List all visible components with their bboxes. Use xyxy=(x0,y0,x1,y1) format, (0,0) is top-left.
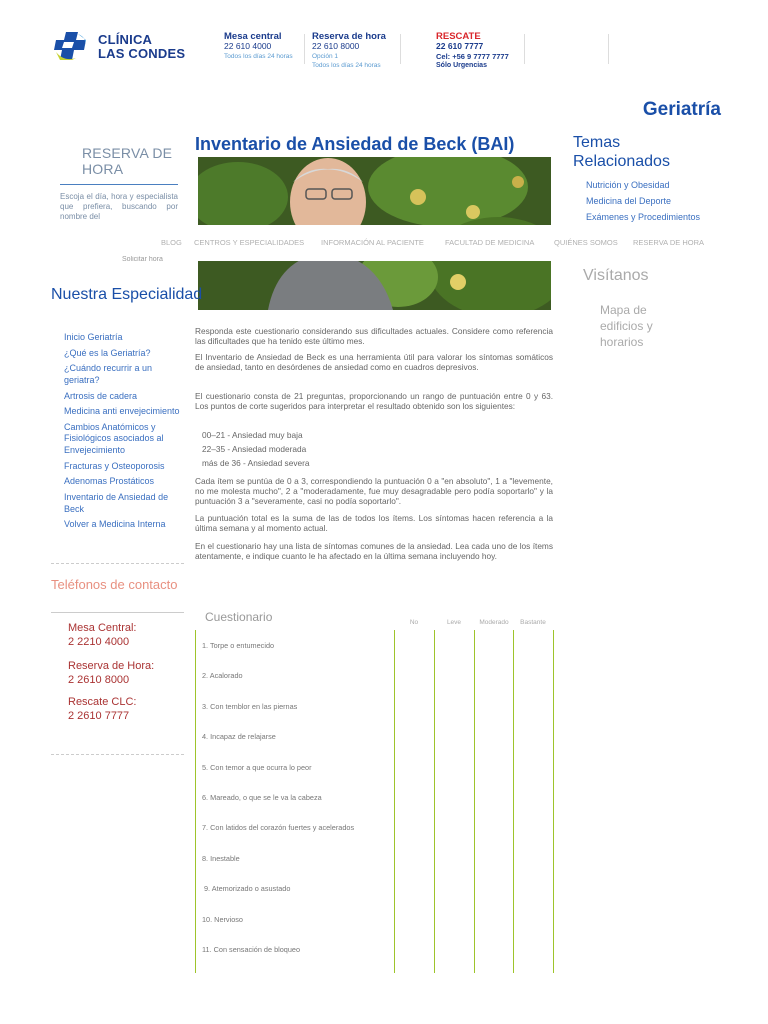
nav-quienes-somos[interactable]: QUIÉNES SOMOS xyxy=(554,238,618,247)
clinic-logo-icon[interactable] xyxy=(52,30,88,64)
nav-informacion[interactable]: INFORMACIÓN AL PACIENTE xyxy=(321,238,424,247)
sidebar-divider xyxy=(51,563,184,564)
phone-label: Reserva de Hora: xyxy=(68,660,155,672)
temas-item-deporte[interactable]: Medicina del Deporte xyxy=(586,196,672,206)
sidebar-item-artrosis[interactable]: Artrosis de cadera xyxy=(64,390,138,401)
nav-centros[interactable]: CENTROS Y ESPECIALIDADES xyxy=(194,238,305,247)
instructions-paragraph: En el cuestionario hay una lista de síntomas comunes de la ansiedad. Lea cada uno de los ítems atentamente, e indique cuanto le ha afectado en la última semana incluyendo hoy. xyxy=(195,541,553,561)
scoring-paragraph: Cada ítem se puntúa de 0 a 3, correspondiendo la puntuación 0 a "en absoluto", 1 a "levemente, no me molesta mucho", 2 a "moderadamente, fue muy desagradable pero podía soportarlo" y la puntuación 3 a "severamente, casi no podía soportarlo". xyxy=(195,476,553,506)
nav-reserva[interactable]: RESERVA DE HORA xyxy=(633,238,704,247)
sidebar-item-volver[interactable]: Volver a Medicina Interna xyxy=(64,519,166,530)
nav-blog[interactable]: BLOG xyxy=(161,238,182,247)
phone-label: Rescate CLC: xyxy=(68,696,137,708)
header-divider xyxy=(304,34,305,64)
header-divider xyxy=(400,34,401,64)
phone-number[interactable]: 2 2610 8000 xyxy=(68,673,130,686)
column-header-bastante: Bastante xyxy=(520,619,546,626)
question-row: 9. Atemorizado o asustado xyxy=(204,884,291,893)
solicitar-hora-link[interactable]: Solicitar hora xyxy=(122,256,163,263)
question-row: 1. Torpe o entumecido xyxy=(202,641,275,650)
score-range-low: 00–21 - Ansiedad muy baja xyxy=(202,430,303,440)
table-border xyxy=(434,630,435,973)
phone-mesa[interactable] xyxy=(68,622,136,649)
column-header-leve: Leve xyxy=(446,619,462,626)
cuestionario-title: Cuestionario xyxy=(205,610,273,624)
sidebar-item-inicio[interactable]: Inicio Geriatría xyxy=(64,332,123,342)
temas-list xyxy=(586,177,700,225)
question-row: 11. Con sensación de bloqueo xyxy=(202,945,301,954)
total-paragraph: La puntuación total es la suma de las de todos los ítems. Los síntomas hacen referencia a la última semana y al momento actual. xyxy=(195,513,553,533)
score-range-moderate: 22–35 - Ansiedad moderada xyxy=(202,444,307,454)
header-divider xyxy=(524,34,525,64)
sidebar-divider xyxy=(51,754,184,755)
logo-line-2: LAS CONDES xyxy=(98,46,186,61)
contact-title: RESCATE xyxy=(436,31,481,42)
question-row: 6. Mareado, o que se le va la cabeza xyxy=(202,793,322,802)
question-row: 4. Incapaz de relajarse xyxy=(202,732,276,741)
telefonos-divider xyxy=(51,612,184,613)
question-row: 8. Inestable xyxy=(202,854,240,863)
phone-label: Mesa Central: xyxy=(68,622,137,634)
score-range-severe: más de 36 - Ansiedad severa xyxy=(202,458,310,468)
column-header-no: No xyxy=(409,619,419,626)
phone-reserva[interactable] xyxy=(68,660,154,687)
contact-note-2: Sólo Urgencias xyxy=(436,62,487,69)
sidebar-item-fracturas[interactable]: Fracturas y Osteoporosis xyxy=(64,460,165,471)
reserva-divider xyxy=(60,184,178,185)
header-divider xyxy=(608,34,609,64)
page-title: Inventario de Ansiedad de Beck (BAI) xyxy=(195,134,515,154)
table-border xyxy=(513,630,514,973)
main-navigation xyxy=(0,225,768,261)
reserva-title[interactable]: RESERVA DE HORA xyxy=(82,145,173,177)
header-contact-rescate xyxy=(436,31,509,71)
table-border xyxy=(394,630,395,973)
table-border xyxy=(474,630,475,973)
mapa-link[interactable]: Mapa de edificios y horarios xyxy=(600,303,653,349)
header-contact-mesa xyxy=(224,31,293,61)
structure-paragraph: El cuestionario consta de 21 preguntas, proporcionando un rango de puntuación entre 0 y 63. Los puntos de corte sugeridos para interpretar el resultado obtenido son los siguientes: xyxy=(195,391,553,411)
question-row: 2. Acalorado xyxy=(202,671,243,680)
contact-number[interactable]: 22 610 4000 xyxy=(224,41,272,51)
sidebar-item-antienvejecimiento[interactable]: Medicina anti envejecimiento xyxy=(64,406,180,417)
contact-note: Opción 1 xyxy=(312,52,339,60)
section-heading: Geriatría xyxy=(642,99,721,120)
header-contact-reserva xyxy=(312,31,386,71)
telefonos-title: Teléfonos de contacto xyxy=(51,577,178,592)
contact-number[interactable]: 22 610 7777 xyxy=(436,41,484,51)
especialidad-title: Nuestra Especialidad xyxy=(51,286,203,303)
phone-rescate[interactable] xyxy=(68,696,136,723)
description-paragraph: El Inventario de Ansiedad de Beck es una herramienta útil para valorar los síntomas somáticos de ansiedad, tanto en desórdenes de ansiedad como en cuadros depresivos. xyxy=(195,352,553,372)
logo-line-1: CLÍNICA xyxy=(98,32,153,47)
question-row: 5. Con temor a que ocurra lo peor xyxy=(202,763,312,772)
site-header xyxy=(0,0,768,95)
question-row: 10. Nervioso xyxy=(202,915,243,924)
temas-item-examenes[interactable]: Exámenes y Procedimientos xyxy=(586,212,701,222)
visitanos-title: Visítanos xyxy=(583,267,649,284)
intro-paragraph: Responda este cuestionario considerando sus dificultades actuales. Considere como referencia las dificultades que ha tenido este último mes. xyxy=(195,326,553,346)
table-border xyxy=(553,630,554,973)
nav-facultad[interactable]: FACULTAD DE MEDICINA xyxy=(445,238,535,247)
phone-number[interactable]: 2 2210 4000 xyxy=(68,635,130,648)
question-row: 7. Con latidos del corazón fuertes y acelerados xyxy=(202,823,355,832)
temas-item-nutricion[interactable]: Nutrición y Obesidad xyxy=(586,180,670,190)
table-border xyxy=(195,630,196,973)
especialidad-menu xyxy=(64,332,189,535)
contact-note-2: Todos los días 24 horas xyxy=(312,62,381,69)
sidebar-item-beck[interactable]: Inventario de Ansiedad de Beck xyxy=(64,492,169,514)
contact-title: Mesa central xyxy=(224,31,282,42)
contact-number[interactable]: 22 610 8000 xyxy=(312,41,360,51)
column-header-moderado: Moderado xyxy=(479,619,509,626)
contact-title: Reserva de hora xyxy=(312,31,386,42)
contact-cell[interactable]: Cel: +56 9 7777 7777 xyxy=(436,51,509,61)
question-row: 3. Con temblor en las piernas xyxy=(202,702,298,711)
sidebar-item-cuando[interactable]: ¿Cuándo recurrir a un geriatra? xyxy=(64,363,153,385)
phone-number[interactable]: 2 2610 7777 xyxy=(68,709,130,722)
clinic-logo-text[interactable] xyxy=(98,33,185,61)
reserva-description: Escoja el día, hora y especialista que prefiera, buscando por nombre del xyxy=(60,192,178,221)
contact-note: Todos los días 24 horas xyxy=(224,52,293,60)
sidebar-item-adenomas[interactable]: Adenomas Prostáticos xyxy=(64,476,155,487)
sidebar-item-cambios[interactable]: Cambios Anatómicos y Fisiológicos asociados al Envejecimiento xyxy=(64,421,164,455)
temas-title: Temas Relacionados xyxy=(573,134,670,170)
sidebar-item-que-es[interactable]: ¿Qué es la Geriatría? xyxy=(64,347,151,358)
